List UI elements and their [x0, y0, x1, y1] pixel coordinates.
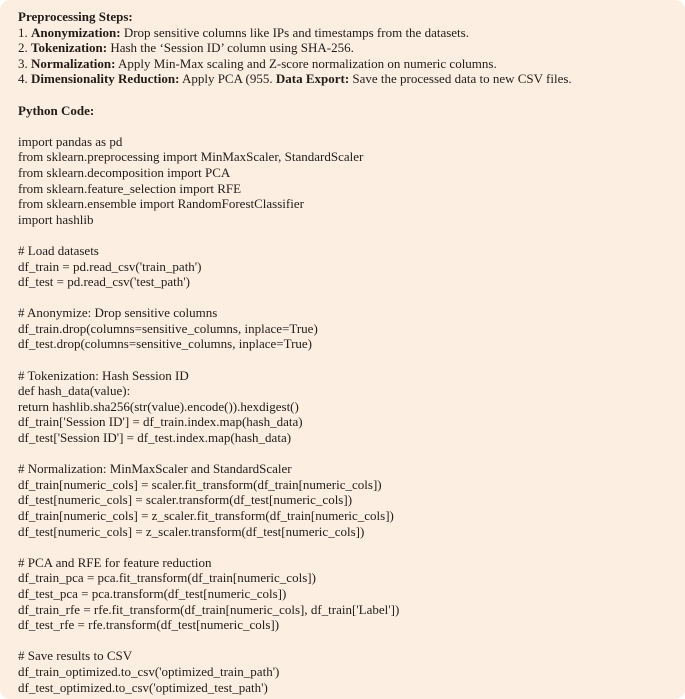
python-code-heading: Python Code: — [18, 102, 95, 118]
step-text: Apply Min-Max scaling and Z-score normalization on numeric columns. — [115, 55, 497, 71]
step-label: Anonymization: — [31, 24, 121, 40]
code-line: df_train['Session ID'] = df_train.index.map(hash_data) — [18, 414, 303, 430]
code-line: from sklearn.ensemble import RandomForestClassifier — [18, 196, 304, 212]
code-line: df_test_rfe = rfe.transform(df_test[numeric_cols]) — [18, 617, 280, 633]
step-text: Drop sensitive columns like IPs and timestamps from the datasets. — [120, 24, 469, 40]
code-line: df_test.drop(columns=sensitive_columns, inplace=True) — [18, 336, 312, 352]
list-item-dimensionality-reduction — [18, 71, 667, 87]
code-line — [18, 539, 667, 555]
blank-line — [18, 87, 667, 103]
code-line — [18, 633, 667, 649]
code-line: df_test_optimized.to_csv('optimized_test_path') — [18, 679, 268, 695]
code-line: df_train.drop(columns=sensitive_columns, inplace=True) — [18, 320, 318, 336]
code-line: df_train = pd.read_csv('train_path') — [18, 258, 202, 274]
preprocessing-steps-heading: Preprocessing Steps: — [18, 9, 133, 24]
code-line: df_test[numeric_cols] = z_scaler.transform(df_test[numeric_cols]) — [18, 523, 365, 539]
code-line: df_train_pca = pca.fit_transform(df_train[numeric_cols]) — [18, 570, 316, 586]
list-item-tokenization — [18, 40, 667, 56]
code-line: def hash_data(value): — [18, 383, 131, 399]
code-line — [18, 446, 667, 462]
code-line: df_train[numeric_cols] = scaler.fit_transform(df_train[numeric_cols]) — [18, 476, 382, 492]
code-line: import pandas as pd — [18, 133, 123, 149]
step-number: 4. — [18, 71, 31, 87]
code-line: return hashlib.sha256(str(value).encode()).hexdigest() — [18, 398, 299, 414]
list-item-normalization — [18, 56, 667, 72]
list-item-anonymization — [18, 25, 667, 41]
code-line: # Save results to CSV — [18, 648, 133, 664]
code-line: # Load datasets — [18, 242, 99, 258]
step-label: Dimensionality Reduction: — [31, 71, 180, 87]
code-line: df_train_rfe = rfe.fit_transform(df_train[numeric_cols], df_train['Label']) — [18, 601, 400, 617]
step-label-data-export: Data Export: — [275, 71, 350, 87]
code-line: # PCA and RFE for feature reduction — [18, 554, 212, 570]
code-block — [18, 134, 667, 695]
code-line — [18, 352, 667, 368]
code-line: from sklearn.preprocessing import MinMaxScaler, StandardScaler — [18, 149, 364, 165]
code-line: from sklearn.feature_selection import RFE — [18, 180, 242, 196]
step-label: Tokenization: — [31, 40, 108, 56]
code-line: df_test['Session ID'] = df_test.index.map(hash_data) — [18, 430, 292, 446]
step-number: 2. — [18, 40, 31, 56]
code-line — [18, 227, 667, 243]
step-text: Hash the ‘Session ID’ column using SHA-256. — [107, 40, 354, 56]
code-line — [18, 290, 667, 306]
code-line: df_train_optimized.to_csv('optimized_train_path') — [18, 663, 280, 679]
step-number: 3. — [18, 55, 31, 71]
step-label: Normalization: — [31, 55, 116, 71]
preprocessing-steps-section — [18, 9, 667, 87]
code-line: # Tokenization: Hash Session ID — [18, 367, 189, 383]
code-line: # Normalization: MinMaxScaler and StandardScaler — [18, 461, 292, 477]
code-line: df_test_pca = pca.transform(df_test[numeric_cols]) — [18, 585, 287, 601]
code-line: df_train[numeric_cols] = z_scaler.fit_transform(df_train[numeric_cols]) — [18, 508, 394, 523]
step-text: Apply PCA (955. — [179, 71, 276, 87]
code-line: from sklearn.decomposition import PCA — [18, 164, 231, 180]
blank-line — [18, 118, 667, 134]
code-line: df_test[numeric_cols] = scaler.transform(df_test[numeric_cols]) — [18, 492, 353, 508]
step-number: 1. — [18, 24, 31, 40]
code-line: df_test = pd.read_csv('test_path') — [18, 274, 190, 290]
code-line: # Anonymize: Drop sensitive columns — [18, 305, 218, 321]
step-text: Save the processed data to new CSV files. — [349, 71, 572, 87]
code-line: import hashlib — [18, 211, 94, 227]
